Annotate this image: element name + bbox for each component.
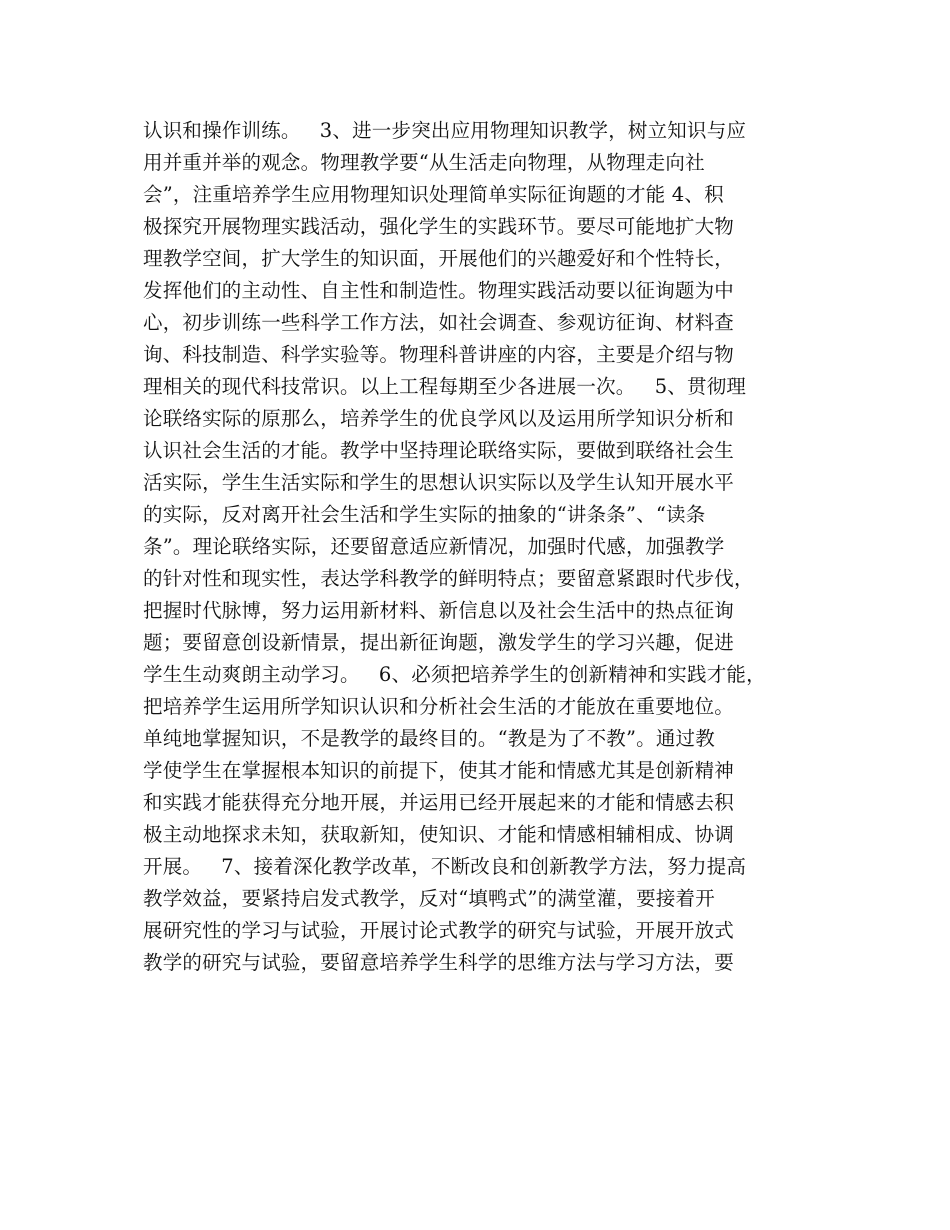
text-line: 条”。理论联络实际，还要留意适应新情况，加强时代感，加强教学 (143, 535, 725, 558)
text-line: 教学的研究与试验，要留意培养学生科学的思维方法与学习方法，要 (143, 951, 735, 974)
text-line: 极探究开展物理实践活动，强化学生的实践环节。要尽可能地扩大物 (143, 215, 735, 238)
text-line: 理教学空间，扩大学生的知识面，开展他们的兴趣爱好和个性特长， (143, 247, 735, 270)
text-line: 把培养学生运用所学知识认识和分析社会生活的才能放在重要地位。 (143, 695, 735, 718)
text-line: 极主动地探求未知，获取新知，使知识、才能和情感相辅相成、协调 (143, 823, 735, 846)
text-line: 活实际，学生生活实际和学生的思想认识实际以及学生认知开展水平 (143, 471, 735, 494)
text-line: 展研究性的学习与试验，开展讨论式教学的研究与试验，开展开放式 (143, 919, 735, 942)
text-line: 会”，注重培养学生应用物理知识处理简单实际征询题的才能 4、积 (143, 183, 724, 206)
text-line: 理相关的现代科技常识。以上工程每期至少各进展一次。 5、贯彻理 (143, 375, 747, 398)
text-line: 心，初步训练一些科学工作方法，如社会调查、参观访征询、材料查 (143, 311, 735, 334)
text-line: 和实践才能获得充分地开展，并运用已经开展起来的才能和情感去积 (143, 791, 735, 814)
text-line: 开展。 7、接着深化教学改革，不断改良和创新教学方法，努力提高 (143, 855, 747, 878)
text-line: 教学效益，要紧持启发式教学，反对“填鸭式”的满堂灌，要接着开 (143, 887, 715, 910)
text-line: 用并重并举的观念。物理教学要“从生活走向物理，从物理走向社 (143, 151, 705, 174)
text-line: 的针对性和现实性，表达学科教学的鲜明特点；要留意紧跟时代步伐， (143, 567, 754, 590)
text-line: 发挥他们的主动性、自主性和制造性。物理实践活动要以征询题为中 (143, 279, 735, 302)
text-line: 把握时代脉博，努力运用新材料、新信息以及社会生活中的热点征询 (143, 599, 735, 622)
text-line: 的实际，反对离开社会生活和学生实际的抽象的“讲条条”、“读条 (143, 503, 706, 526)
text-line: 单纯地掌握知识，不是教学的最终目的。“教是为了不教”。通过教 (143, 727, 715, 750)
text-line: 认识和操作训练。 3、进一步突出应用物理知识教学，树立知识与应 (143, 119, 747, 142)
text-line: 题；要留意创设新情景，提出新征询题，激发学生的学习兴趣，促进 (143, 631, 735, 654)
text-line: 学使学生在掌握根本知识的前提下，使其才能和情感尤其是创新精神 (143, 759, 735, 782)
text-line: 认识社会生活的才能。教学中坚持理论联络实际，要做到联络社会生 (143, 439, 735, 462)
body-text (143, 115, 815, 979)
text-line: 学生生动爽朗主动学习。 6、必须把培养学生的创新精神和实践才能， (143, 663, 766, 686)
text-line: 论联络实际的原那么，培养学生的优良学风以及运用所学知识分析和 (143, 407, 735, 430)
text-line: 询、科技制造、科学实验等。物理科普讲座的内容，主要是介绍与物 (143, 343, 735, 366)
